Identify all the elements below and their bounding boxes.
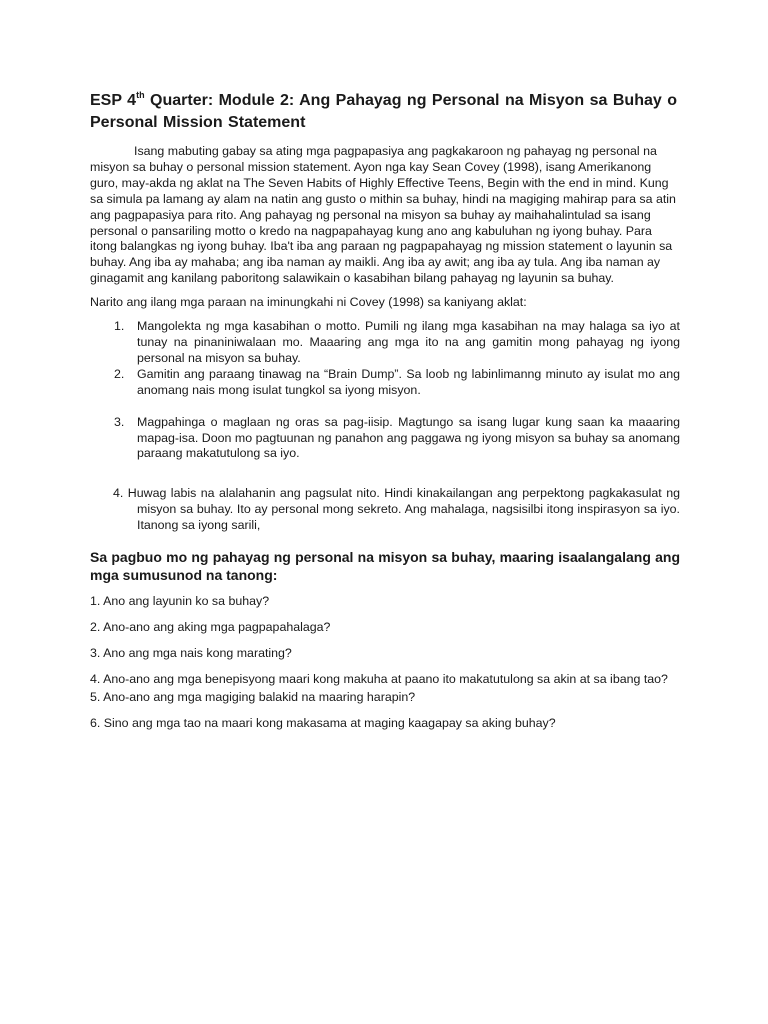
list-item-four: 4. Huwag labis na alalahanin ang pagsulat nito. Hindi kinakailangan ang perpektong pagkakasulat ng misyon sa buhay. Ito ay personal mong sekreto. Ang mahalaga, nagsisilbi itong inspirasyon sa iyo. Itanong sa iyong sarili, bbox=[113, 486, 680, 533]
ways-intro: Narito ang ilang mga paraan na iminungkahi ni Covey (1998) sa kaniyang aklat: bbox=[90, 295, 527, 310]
list-item bbox=[90, 415, 680, 463]
document-title bbox=[90, 90, 680, 134]
question-item: 1. Ano ang layunin ko sa buhay? bbox=[90, 594, 270, 609]
questions-heading: Sa pagbuo mo ng pahayag ng personal na misyon sa buhay, maaring isaalangalang ang mga sumusunod na tanong: bbox=[90, 549, 680, 584]
question-item: 5. Ano-ano ang mga magiging balakid na maaring harapin? bbox=[90, 689, 416, 704]
intro-paragraph: Isang mabuting gabay sa ating mga pagpapasiya ang pagkakaroon ng pahayag ng personal na misyon sa buhay o personal mission statement. Ayon nga kay Sean Covey (1998), isang Amerikanong guro, may-akda ng aklat na The Seven Habits of Highly Effective Teens, Begin with the end in mind. Kung sa simula pa lamang ay alam na natin ang gusto o mithin sa buhay, hindi na magiging mahirap para sa atin ang pagpapasiya para rito. Ang pahayag ng personal na misyon sa buhay ay maihahalintulad sa isang personal o pansariling motto o kredo na nagpapahayag kung ano ang kabuluhan ng iyong buhay. Para itong balangkas ng iyong buhay. Iba't iba ang paraan ng pagpapahayag ng mission statement o layunin sa buhay. Ang iba ay mahaba; ang iba naman ay maikli. Ang iba ay awit; ang iba ay tula. Ang iba naman ay ginagamit ang kanilang paboritong salawikain o kasabihan bilang pahayag ng layunin sa buhay. bbox=[90, 144, 676, 286]
title-superscript: th bbox=[136, 89, 145, 100]
list-item-number: 2. bbox=[114, 366, 125, 381]
question-item: 6. Sino ang mga tao na maari kong makasama at maging kaagapay sa aking buhay? bbox=[90, 715, 556, 730]
question-item: 4. Ano-ano ang mga benepisyong maari kong makuha at paano ito makatutulong sa akin at sa ibang tao? bbox=[90, 671, 668, 686]
question-item: 3. Ano ang mga nais kong marating? bbox=[90, 645, 292, 660]
list-item bbox=[90, 319, 680, 367]
ways-list bbox=[90, 319, 680, 462]
list-item-text: Gamitin ang paraang tinawag na “Brain Dump”. Sa loob ng labinlimanng minuto ay isulat mo ang anomang nais mong isulat tungkol sa iyong misyon. bbox=[137, 366, 680, 397]
list-item bbox=[90, 367, 680, 399]
list-item-text: Mangolekta ng mga kasabihan o motto. Pumili ng ilang mga kasabihan na may halaga sa iyo at tunay na pinaniniwalaan mo. Maaaring ang mga ito na ang gamitin mong pahayag ng iyong personal na misyon sa buhay. bbox=[137, 319, 680, 365]
document-page bbox=[90, 90, 680, 741]
title-prefix: ESP 4 bbox=[90, 92, 137, 109]
question-item: 2. Ano-ano ang aking mga pagpapahalaga? bbox=[90, 619, 331, 634]
list-item-number: 3. bbox=[114, 414, 125, 429]
list-item-text: Magpahinga o maglaan ng oras sa pag-iisip. Magtungo sa isang lugar kung saan ka maaaring mapag-isa. Doon mo pagtuunan ng panahon ang paggawa ng iyong misyon sa buhay sa anomang paraang makatutulong sa iyo. bbox=[137, 414, 680, 461]
list-item-number: 1. bbox=[114, 319, 125, 334]
title-rest: Quarter: Module 2: Ang Pahayag ng Personal na Misyon sa Buhay o Personal Mission Statement bbox=[90, 92, 677, 131]
